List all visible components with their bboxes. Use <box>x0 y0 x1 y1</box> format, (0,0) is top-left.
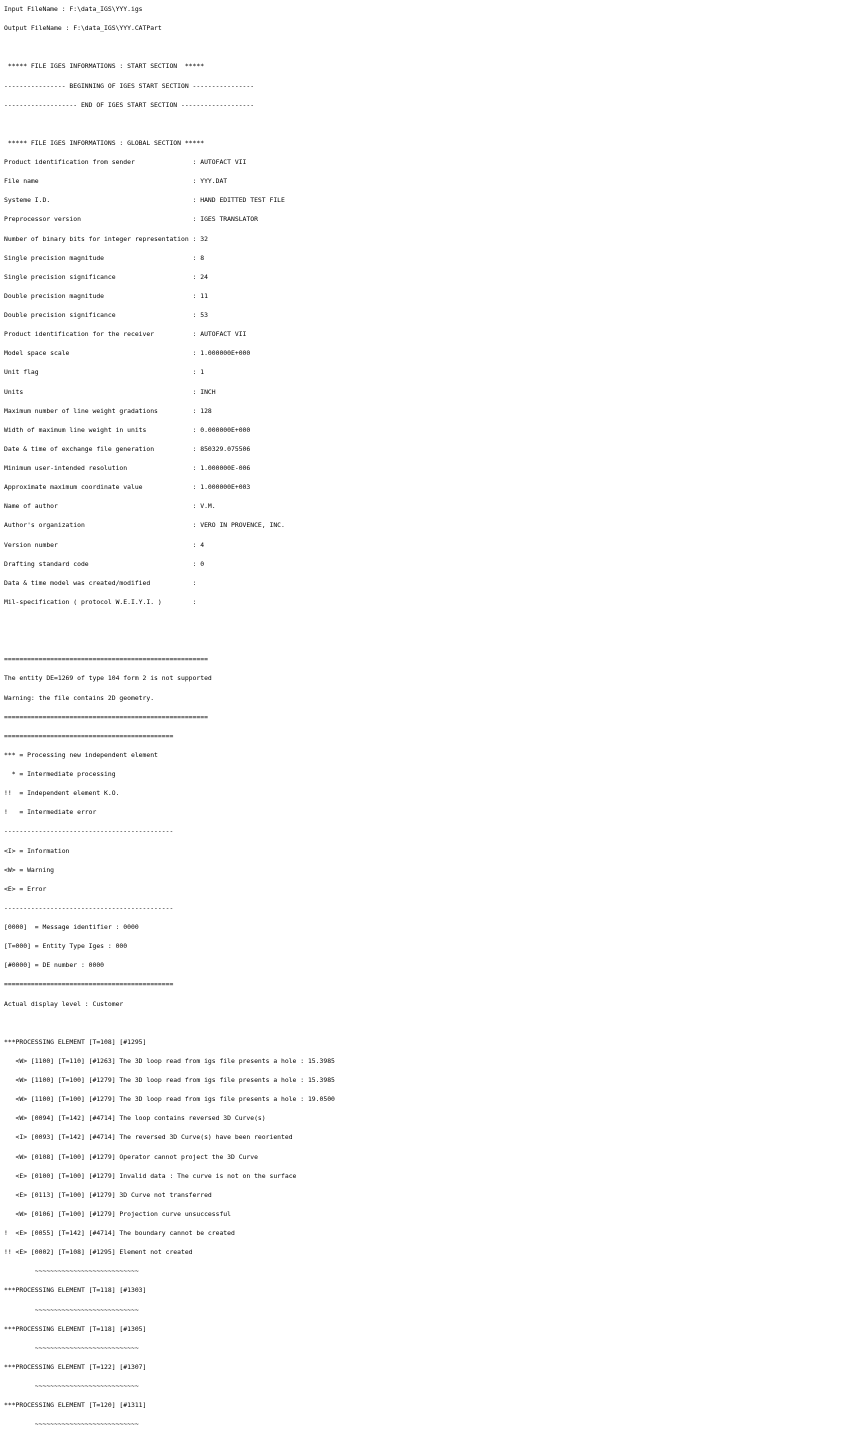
log-line <box>4 631 847 650</box>
log-line: The entity DE=1269 of type 104 form 2 is not supported <box>4 674 212 683</box>
log-line <box>4 1014 847 1033</box>
log-line: Product identification from sender : AUTOFACT VII <box>4 158 247 166</box>
log-line: !! = Independent element K.O. <box>4 789 120 798</box>
log-line: <E> [0100] [T=100] [#1279] Invalid data : The curve is not on the surface <box>4 1171 297 1180</box>
log-line: ***PROCESSING ELEMENT [T=108] [#1295] <box>4 1037 147 1046</box>
log-line: Units : INCH <box>4 387 216 396</box>
log-line: *** = Processing new independent element <box>4 750 158 759</box>
log-line: ! = Intermediate error <box>4 808 97 817</box>
log-line: Number of binary bits for integer representation : 32 <box>4 234 208 243</box>
log-line: ============================================ <box>4 980 174 989</box>
log-line: <W> [0094] [T=142] [#4714] The loop contains reversed 3D Curve(s) <box>4 1114 266 1123</box>
log-line: Mil-specification ( protocol W.E.I.Y.I. ) : <box>4 597 197 606</box>
log-line: -------------------------------------------- <box>4 827 174 836</box>
log-line: ~~~~~~~~~~~~~~~~~~~~~~~~~~~ <box>4 1267 139 1276</box>
log-line: Double precision significance : 53 <box>4 311 208 319</box>
log-line: File name : YYY.DAT <box>4 177 228 186</box>
log-line <box>4 38 847 57</box>
log-line: ***PROCESSING ELEMENT [T=122] [#1307] <box>4 1362 147 1371</box>
log-line: ***PROCESSING ELEMENT [T=120] [#1311] <box>4 1401 147 1410</box>
log-line: ---------------- BEGINNING OF IGES START SECTION ---------------- <box>4 81 255 90</box>
log-line: Output FileName : F:\data_IGS\YYY.CATPart <box>4 24 162 33</box>
log-line: <E> [0113] [T=100] [#1279] 3D Curve not transferred <box>4 1190 212 1199</box>
log-line: <I> [0093] [T=142] [#4714] The reversed 3D Curve(s) have been reoriented <box>4 1133 293 1142</box>
log-line: Warning: the file contains 2D geometry. <box>4 693 155 702</box>
log-line: Drafting standard code : 0 <box>4 559 205 568</box>
log-line: <W> = Warning <box>4 865 55 874</box>
log-line <box>4 612 847 631</box>
log-line: [0000] = Message identifier : 0000 <box>4 923 139 931</box>
log-line: ------------------- END OF IGES START SECTION ------------------- <box>4 100 255 109</box>
log-line: ~~~~~~~~~~~~~~~~~~~~~~~~~~~ <box>4 1382 139 1390</box>
log-line: <I> = Information <box>4 846 70 855</box>
log-line: Model space scale : 1.000000E+000 <box>4 349 251 358</box>
log-line: <E> = Error <box>4 884 47 893</box>
log-line: <W> [0106] [T=100] [#1279] Projection curve unsuccessful <box>4 1209 232 1218</box>
log-line: Data & time model was created/modified : <box>4 578 197 587</box>
log-line: Systeme I.D. : HAND EDITTED TEST FILE <box>4 196 285 205</box>
log-line: Date & time of exchange file generation : 850329.075506 <box>4 444 251 453</box>
log-line: Author's organization : VERO IN PROVENCE, INC. <box>4 521 285 530</box>
log-line: [#0000] = DE number : 0000 <box>4 961 105 970</box>
log-line: ***** FILE IGES INFORMATIONS : START SECTION ***** <box>4 62 205 71</box>
log-line: Preprocessor version : IGES TRANSLATOR <box>4 215 258 224</box>
log-line: <W> [1100] [T=110] [#1263] The 3D loop read from igs file presents a hole : 15.3985 <box>4 1056 335 1065</box>
log-line: ***PROCESSING ELEMENT [T=118] [#1303] <box>4 1286 147 1295</box>
log-line: ! <E> [0055] [T=142] [#4714] The boundary cannot be created <box>4 1229 235 1237</box>
log-line: Double precision magnitude : 11 <box>4 291 208 300</box>
log-line: ***PROCESSING ELEMENT [T=118] [#1305] <box>4 1324 147 1333</box>
log-line: ===================================================== <box>4 712 208 721</box>
log-line: <W> [0108] [T=100] [#1279] Operator cannot project the 3D Curve <box>4 1152 258 1161</box>
log-line: ~~~~~~~~~~~~~~~~~~~~~~~~~~~ <box>4 1343 139 1352</box>
log-line: ~~~~~~~~~~~~~~~~~~~~~~~~~~~ <box>4 1420 139 1429</box>
log-line: [T=000] = Entity Type Iges : 000 <box>4 942 128 951</box>
log-line: ~~~~~~~~~~~~~~~~~~~~~~~~~~~ <box>4 1305 139 1314</box>
log-line: Width of maximum line weight in units : 0.000000E+000 <box>4 425 251 434</box>
log-line: <W> [1100] [T=100] [#1279] The 3D loop read from igs file presents a hole : 19.0500 <box>4 1095 335 1104</box>
log-line: <W> [1100] [T=100] [#1279] The 3D loop read from igs file presents a hole : 15.3985 <box>4 1076 335 1084</box>
log-line: ============================================ <box>4 731 174 740</box>
log-line: Name of author : V.M. <box>4 502 216 511</box>
log-line: Unit flag : 1 <box>4 368 205 377</box>
log-line: Single precision magnitude : 8 <box>4 253 205 262</box>
log-line: Actual display level : Customer <box>4 999 124 1008</box>
log-line: Minimum user-intended resolution : 1.000000E-006 <box>4 464 251 472</box>
log-line: ***** FILE IGES INFORMATIONS : GLOBAL SECTION ***** <box>4 138 205 147</box>
log-line: -------------------------------------------- <box>4 903 174 912</box>
log-line: Maximum number of line weight gradations : 128 <box>4 406 212 415</box>
log-line: Approximate maximum coordinate value : 1.000000E+003 <box>4 483 251 492</box>
log-line: !! <E> [0002] [T=108] [#1295] Element not created <box>4 1248 193 1257</box>
log-line: ===================================================== <box>4 655 208 664</box>
log-line: Single precision significance : 24 <box>4 272 208 281</box>
log-line: Version number : 4 <box>4 540 205 549</box>
log-line: Input FileName : F:\data_IGS\YYY.igs <box>4 5 143 13</box>
log-line <box>4 115 847 134</box>
log-line: * = Intermediate processing <box>4 770 116 778</box>
log-line: Product identification for the receiver : AUTOFACT VII <box>4 330 247 339</box>
